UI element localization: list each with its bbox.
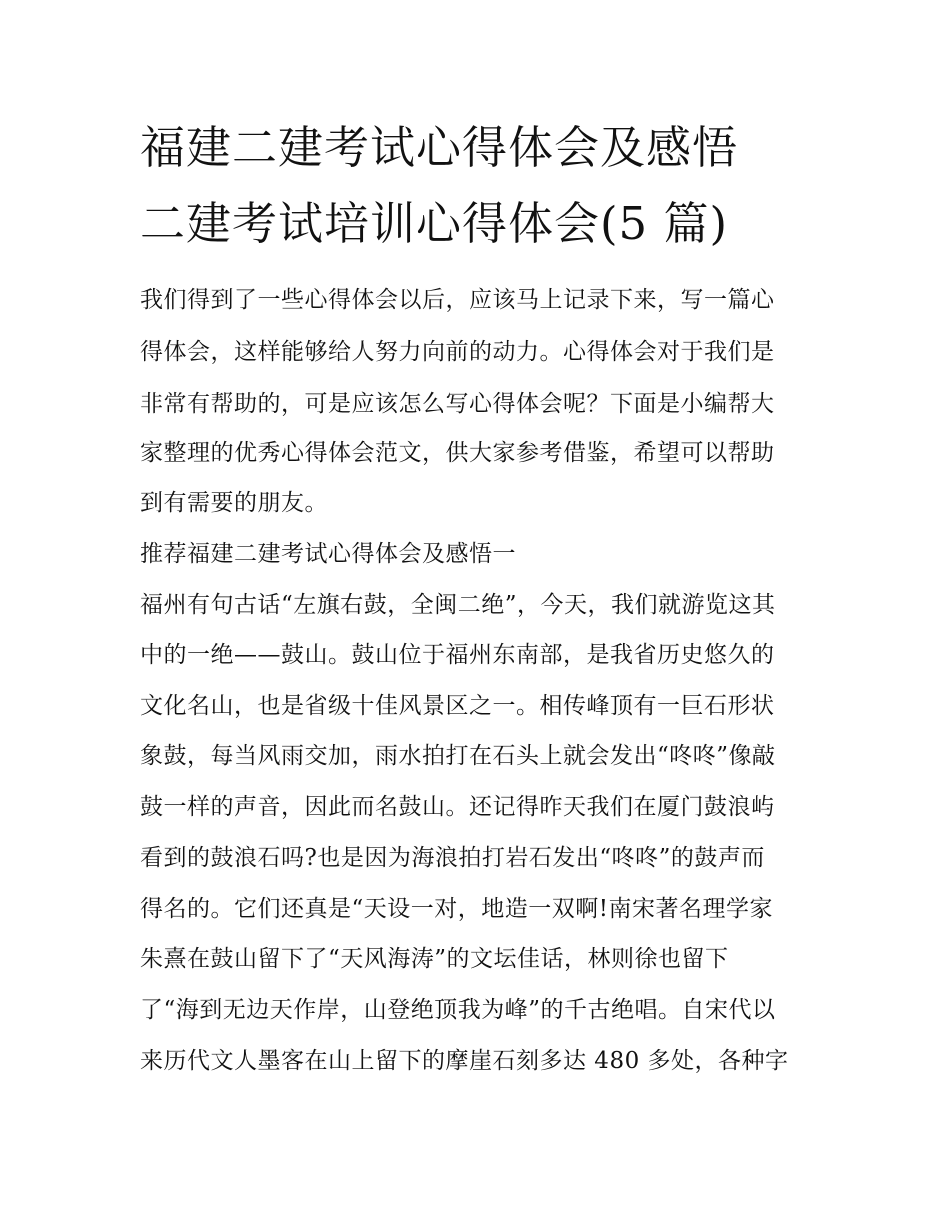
body-line: 文化名山，也是省级十佳风景区之一。相传峰顶有一巨石形状 [140, 693, 775, 719]
intro-line: 我们得到了一些心得体会以后，应该马上记录下来，写一篇心 [140, 287, 775, 313]
section-heading: 推荐福建二建考试心得体会及感悟一 [140, 541, 516, 567]
intro-line: 非常有帮助的，可是应该怎么写心得体会呢？下面是小编帮大 [140, 391, 775, 417]
body-line: 朱熹在鼓山留下了“天风海涛”的文坛佳话，林则徐也留下 [140, 946, 729, 972]
body-line: 来历代文人墨客在山上留下的摩崖石刻多达 480 多处，各种字 [140, 1048, 789, 1074]
body-line: 中的一绝——鼓山。鼓山位于福州东南部，是我省历史悠久的 [140, 642, 775, 668]
body-line: 了“海到无边天作岸，山登绝顶我为峰”的千古绝唱。自宋代以 [140, 997, 776, 1023]
intro-line: 得体会，这样能够给人努力向前的动力。心得体会对于我们是 [140, 339, 775, 365]
document-title-line-1: 福建二建考试心得体会及感悟 [140, 121, 739, 174]
body-line: 看到的鼓浪石吗?也是因为海浪拍打岩石发出“咚咚”的鼓声而 [140, 845, 765, 871]
body-line: 鼓一样的声音，因此而名鼓山。还记得昨天我们在厦门鼓浪屿 [140, 794, 775, 820]
body-line: 得名的。它们还真是“天设一对，地造一双啊!南宋著名理学家 [140, 896, 774, 922]
intro-line: 家整理的优秀心得体会范文，供大家参考借鉴，希望可以帮助 [140, 440, 775, 466]
intro-line: 到有需要的朋友。 [140, 490, 328, 516]
body-line: 象鼓，每当风雨交加，雨水拍打在石头上就会发出“咚咚”像敲 [140, 743, 776, 769]
document-title-line-2: 二建考试培训心得体会(5 篇) [140, 197, 729, 250]
body-line: 福州有句古话“左旗右鼓，全闽二绝”，今天，我们就游览这其 [140, 592, 776, 618]
